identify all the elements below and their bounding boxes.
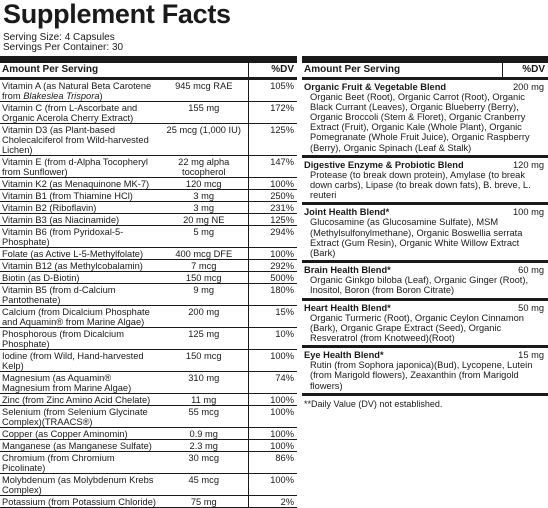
nutrient-table: [0, 63, 297, 508]
nutrient-name: Iodine (from Wild, Hand-harvested Kelp): [0, 349, 158, 371]
panel-title: Supplement Facts: [3, 0, 231, 29]
nutrient-row: [0, 78, 297, 101]
nutrient-amount: 150 mcg: [158, 349, 248, 371]
nutrient-row: [0, 247, 297, 259]
nutrient-dv: 15%: [248, 305, 297, 327]
nutrient-name: Chromium (from Chromium Picolinate): [0, 451, 158, 473]
blend-amount: 15 mg: [518, 350, 544, 361]
nutrient-dv: 250%: [248, 189, 297, 201]
nutrient-name: Selenium (from Selenium Glycinate Complex)(TRAACS®): [0, 405, 158, 427]
nutrient-amount: 945 mcg RAE: [158, 78, 248, 101]
nutrient-row: [0, 213, 297, 225]
nutrient-amount: 400 mcg DFE: [158, 247, 248, 259]
footnote: **Daily Value (DV) not established.: [304, 398, 443, 409]
nutrient-dv: 100%: [248, 427, 297, 439]
nutrient-name: Vitamin C (from L-Ascorbate and Organic Acerola Cherry Extract): [0, 101, 158, 123]
nutrient-amount: 3 mg: [158, 201, 248, 213]
nutrient-row: [0, 473, 297, 495]
nutrient-name: Vitamin D3 (as Plant-based Cholecalciferol from Wild-harvested Lichen): [0, 123, 158, 155]
nutrient-amount: 30 mcg: [158, 451, 248, 473]
nutrient-name: Copper (as Copper Aminomin): [0, 427, 158, 439]
nutrient-amount: 20 mg NE: [158, 213, 248, 225]
blend-name: Organic Fruit & Vegetable Blend: [304, 81, 447, 92]
nutrient-amount: 3 mg: [158, 189, 248, 201]
blend-ingredients: Organic Beet (Root), Organic Carrot (Root), Organic Black Currant (Leaves), Organic Blueberry (Berry), Organic Broccoli (Stem & Floret), Organic Cranberry Extract (Fruit), Organic Kale (Whole Plant), Organic Pomegranate (Whole Fruit Juice), Organic Raspberry (Berry), Organic Spinach (Leaf & Stalk): [310, 91, 530, 153]
nutrient-amount: 5 mg: [158, 225, 248, 247]
nutrient-dv: 100%: [248, 349, 297, 371]
nutrient-dv: 100%: [248, 393, 297, 405]
nutrient-name: Vitamin B2 (Riboflavin): [0, 201, 158, 213]
blend-amount: 200 mg: [512, 81, 544, 92]
blend-ingredients: Protease (to break down protein), Amylase (to break down carbs), Lipase (to break down fats), B. breve, L. reuteri: [310, 169, 531, 201]
nutrient-dv: 100%: [248, 177, 297, 189]
nutrient-dv: 172%: [248, 101, 297, 123]
nutrient-name: Vitamin K2 (as Menaquinone MK-7): [0, 177, 158, 189]
blend-ingredients: Glucosamine (as Glucosamine Sulfate), MSM (Methylsulfonylmethane), Organic Boswellia serrata Extract (Gum Resin), Organic White Willow Extract (Bark): [310, 217, 523, 258]
nutrient-amount: 11 mg: [158, 393, 248, 405]
nutrient-dv: 105%: [248, 78, 297, 101]
blend-block: [302, 348, 548, 396]
dv-header: %DV: [248, 63, 297, 78]
amount-header: Amount Per Serving: [0, 63, 158, 78]
nutrient-row: [0, 189, 297, 201]
blend-name: Heart Health Blend*: [304, 302, 391, 313]
nutrient-row: [0, 283, 297, 305]
nutrient-amount: 45 mcg: [158, 473, 248, 495]
nutrient-dv: 2%: [248, 495, 297, 507]
serving-size: Serving Size: 4 Capsules: [3, 32, 115, 43]
nutrient-row: [0, 427, 297, 439]
nutrient-dv: 100%: [248, 247, 297, 259]
nutrient-amount: 7 mcg: [158, 259, 248, 271]
nutrient-amount: 310 mg: [158, 371, 248, 393]
blend-name: Eye Health Blend*: [304, 350, 384, 361]
nutrient-amount: 75 mg: [158, 495, 248, 507]
nutrient-amount: 200 mg: [158, 305, 248, 327]
nutrient-name: Vitamin B1 (from Thiamine HCl): [0, 189, 158, 201]
nutrient-amount: 2.3 mg: [158, 439, 248, 451]
nutrient-row: [0, 349, 297, 371]
nutrient-row: [0, 155, 297, 177]
nutrient-row: [0, 259, 297, 271]
blend-block: [302, 158, 548, 206]
table-header-row: [302, 63, 548, 78]
nutrient-row: [0, 201, 297, 213]
right-column: [302, 56, 548, 500]
nutrient-name: Phosphorous (from Dicalcium Phosphate): [0, 327, 158, 349]
blend-block: [302, 263, 548, 300]
nutrient-name: Vitamin A (as Natural Beta Carotene from Blakeslea Trispora): [0, 78, 158, 101]
nutrient-dv: 231%: [248, 201, 297, 213]
nutrient-row: [0, 271, 297, 283]
nutrient-row: [0, 225, 297, 247]
blend-name: Brain Health Blend*: [304, 265, 391, 276]
nutrient-row: [0, 123, 297, 155]
nutrient-name: Vitamin B5 (from d-Calcium Pantothenate): [0, 283, 158, 305]
blend-name: Joint Health Blend*: [304, 207, 390, 218]
nutrient-row: [0, 101, 297, 123]
nutrient-row: [0, 439, 297, 451]
nutrient-row: [0, 405, 297, 427]
nutrient-name: Biotin (as D-Biotin): [0, 271, 158, 283]
nutrient-name: Vitamin B3 (as Niacinamide): [0, 213, 158, 225]
nutrient-amount: 0.9 mg: [158, 427, 248, 439]
nutrient-name: Vitamin E (from d-Alpha Tocopheryl from Sunflower): [0, 155, 158, 177]
nutrient-dv: 125%: [248, 213, 297, 225]
nutrient-dv: 500%: [248, 271, 297, 283]
nutrient-amount: 120 mcg: [158, 177, 248, 189]
blend-table-header: [302, 63, 548, 80]
blend-block: [302, 301, 548, 349]
nutrient-name: Folate (as Active L-5-Methylfolate): [0, 247, 158, 259]
blend-name: Digestive Enzyme & Probiotic Blend: [304, 159, 464, 170]
nutrient-dv: 100%: [248, 473, 297, 495]
nutrient-row: [0, 393, 297, 405]
blend-amount: 100 mg: [512, 207, 544, 218]
blend-amount: 120 mg: [512, 159, 544, 170]
servings-per-container: Servings Per Container: 30: [3, 42, 124, 53]
nutrient-dv: 10%: [248, 327, 297, 349]
nutrient-amount: 22 mg alpha tocopherol: [158, 155, 248, 177]
nutrient-amount: 125 mg: [158, 327, 248, 349]
blend-block: [302, 205, 548, 263]
nutrient-name: Vitamin B12 (as Methylcobalamin): [0, 259, 158, 271]
nutrient-name: Molybdenum (as Molybdenum Krebs Complex): [0, 473, 158, 495]
nutrient-amount: 155 mg: [158, 101, 248, 123]
blend-ingredients: Organic Turmeric (Root), Organic Ceylon Cinnamon (Bark), Organic Grape Extract (Seed), Organic Resveratrol (from Knotweed)(Root): [310, 312, 524, 343]
blend-ingredients: Organic Ginkgo biloba (Leaf), Organic Ginger (Root), Inositol, Boron (from Boron Citrate): [310, 275, 529, 296]
nutrient-row: [0, 177, 297, 189]
nutrient-amount: 25 mcg (1,000 IU): [158, 123, 248, 155]
nutrient-name: Potassium (from Potassium Chloride): [0, 495, 158, 507]
nutrient-dv: 294%: [248, 225, 297, 247]
nutrient-amount: 55 mcg: [158, 405, 248, 427]
nutrient-dv: 100%: [248, 405, 297, 427]
blend-amount: 60 mg: [518, 265, 544, 276]
nutrient-amount: 150 mcg: [158, 271, 248, 283]
nutrient-row: [0, 327, 297, 349]
blend-block: [302, 80, 548, 158]
nutrient-name: Calcium (from Dicalcium Phosphate and Aquamin® from Marine Algae): [0, 305, 158, 327]
nutrient-dv: 86%: [248, 451, 297, 473]
dv-header: %DV: [502, 63, 548, 78]
nutrient-row: [0, 495, 297, 507]
nutrient-dv: 74%: [248, 371, 297, 393]
table-header-row: [0, 63, 297, 78]
nutrient-name: Vitamin B6 (from Pyridoxal-5-Phosphate): [0, 225, 158, 247]
nutrient-dv: 180%: [248, 283, 297, 305]
nutrient-dv: 292%: [248, 259, 297, 271]
blend-ingredients: Rutin (from Sophora japonica)(Bud), Lycopene, Lutein (from Marigold flowers), Zeaxanthin (from Marigold flowers): [310, 360, 533, 391]
nutrient-name: Zinc (from Zinc Amino Acid Chelate): [0, 393, 158, 405]
left-column: [0, 56, 297, 507]
nutrient-row: [0, 371, 297, 393]
amount-header: Amount Per Serving: [302, 63, 502, 78]
nutrient-dv: 125%: [248, 123, 297, 155]
nutrient-row: [0, 451, 297, 473]
nutrient-dv: 100%: [248, 439, 297, 451]
nutrient-name: Manganese (as Manganese Sulfate): [0, 439, 158, 451]
nutrient-name: Magnesium (as Aquamin® Magnesium from Marine Algae): [0, 371, 158, 393]
nutrient-dv: 147%: [248, 155, 297, 177]
blend-amount: 50 mg: [518, 302, 544, 313]
nutrient-row: [0, 305, 297, 327]
nutrient-amount: 9 mg: [158, 283, 248, 305]
blend-list: [302, 80, 548, 396]
nutrient-rows: [0, 78, 297, 507]
